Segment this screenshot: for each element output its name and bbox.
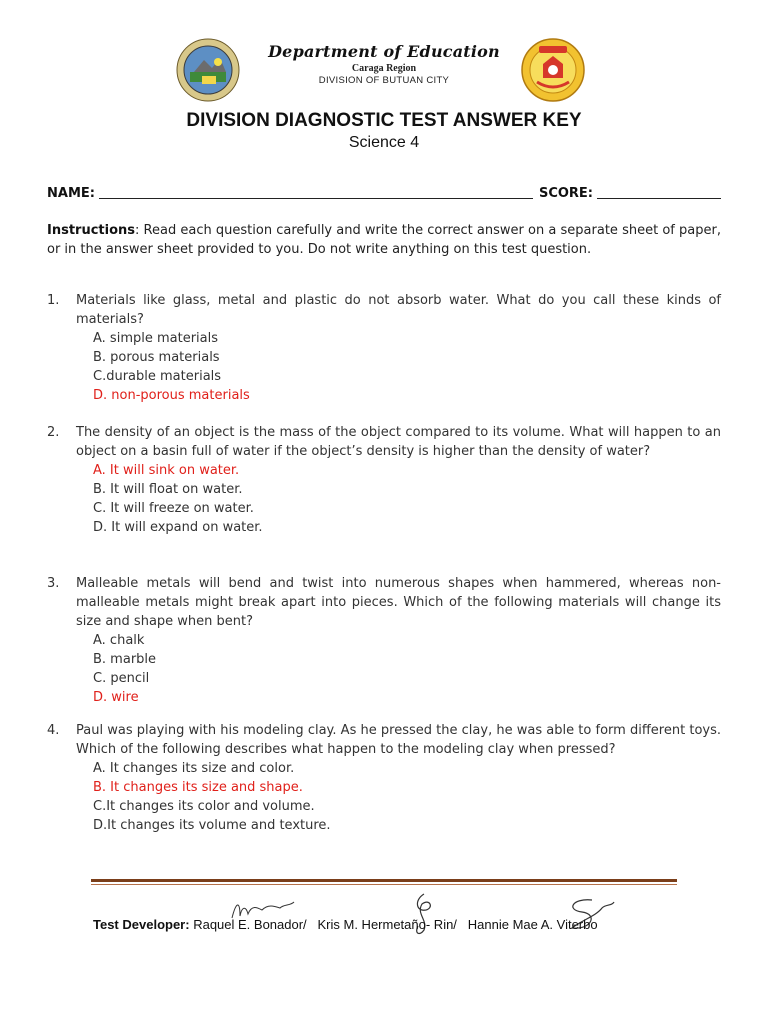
- subject: Science 4: [348, 134, 420, 151]
- question-text: The density of an object is the mass of the object compared to its volume. What will happen to an object on a basin full of water if the object’s density is higher than the density of water?: [76, 425, 721, 459]
- choice-b: B. It will float on water.: [93, 482, 243, 497]
- division-name: DIVISION OF BUTUAN CITY: [318, 75, 450, 86]
- choice-b: B. porous materials: [93, 350, 220, 365]
- choice-list: [93, 329, 721, 405]
- letterhead: [0, 42, 768, 86]
- instructions-label: Instructions: [47, 223, 136, 238]
- footer-rule: [91, 879, 677, 882]
- question-4: [47, 721, 721, 835]
- choice-a: A. chalk: [93, 633, 145, 648]
- footer-rule-thin: [91, 884, 677, 885]
- choice-b: B. marble: [93, 652, 157, 667]
- test-developers: [93, 917, 598, 932]
- choice-a: A. It changes its size and color.: [93, 761, 295, 776]
- choice-a: A. simple materials: [93, 331, 219, 346]
- name-blank[interactable]: [99, 186, 533, 199]
- question-number: 2.: [47, 425, 60, 440]
- score-label: SCORE:: [538, 186, 593, 201]
- choice-c: C.durable materials: [93, 369, 222, 384]
- question-number: 4.: [47, 723, 60, 738]
- choice-c: C. pencil: [93, 671, 150, 686]
- instructions: [47, 221, 721, 259]
- choice-list: [93, 759, 721, 835]
- choice-list: [93, 631, 721, 707]
- question-3: [47, 574, 721, 707]
- question-text: Paul was playing with his modeling clay. As he pressed the clay, he was able to form different toys. Which of the following describes what happen to the modeling clay when pressed?: [76, 723, 721, 757]
- question-2: [47, 423, 721, 537]
- choice-a-correct: A. It will sink on water.: [93, 463, 240, 478]
- choice-c: C.It changes its color and volume.: [93, 799, 315, 814]
- choice-d-correct: D. wire: [93, 690, 139, 705]
- signature-icon: [404, 890, 444, 940]
- instructions-text: : Read each question carefully and write the correct answer on a separate sheet of paper, or in the answer sheet provided to you. Do not write anything on this test question.: [47, 223, 721, 257]
- department-name: Department of Education: [268, 42, 500, 61]
- question-text: Materials like glass, metal and plastic do not absorb water. What do you call these kinds of materials?: [76, 293, 721, 327]
- choice-d: D.It changes its volume and texture.: [93, 818, 331, 833]
- choice-d-correct: D. non-porous materials: [93, 388, 250, 403]
- choice-d: D. It will expand on water.: [93, 520, 263, 535]
- page-title: DIVISION DIAGNOSTIC TEST ANSWER KEY: [186, 110, 582, 131]
- choice-list: [93, 461, 721, 537]
- choice-c: C. It will freeze on water.: [93, 501, 254, 516]
- question-text: Malleable metals will bend and twist into numerous shapes when hammered, whereas non-malleable metals might break apart into pieces. Which of the following materials will change its size and shape when bent?: [76, 576, 721, 629]
- developer-label: Test Developer:: [93, 917, 190, 932]
- question-1: [47, 291, 721, 405]
- name-score-row: [47, 186, 721, 201]
- developer-names: Raquel E. Bonador/ Kris M. Hermetaño- Rin/ Hannie Mae A. Viterbo: [193, 917, 598, 932]
- question-number: 3.: [47, 576, 60, 591]
- region-name: Caraga Region: [351, 63, 417, 74]
- choice-b-correct: B. It changes its size and shape.: [93, 780, 303, 795]
- question-number: 1.: [47, 293, 60, 308]
- name-label: NAME:: [47, 186, 95, 201]
- butuan-division-seal-icon: [521, 38, 585, 102]
- score-blank[interactable]: [597, 186, 721, 199]
